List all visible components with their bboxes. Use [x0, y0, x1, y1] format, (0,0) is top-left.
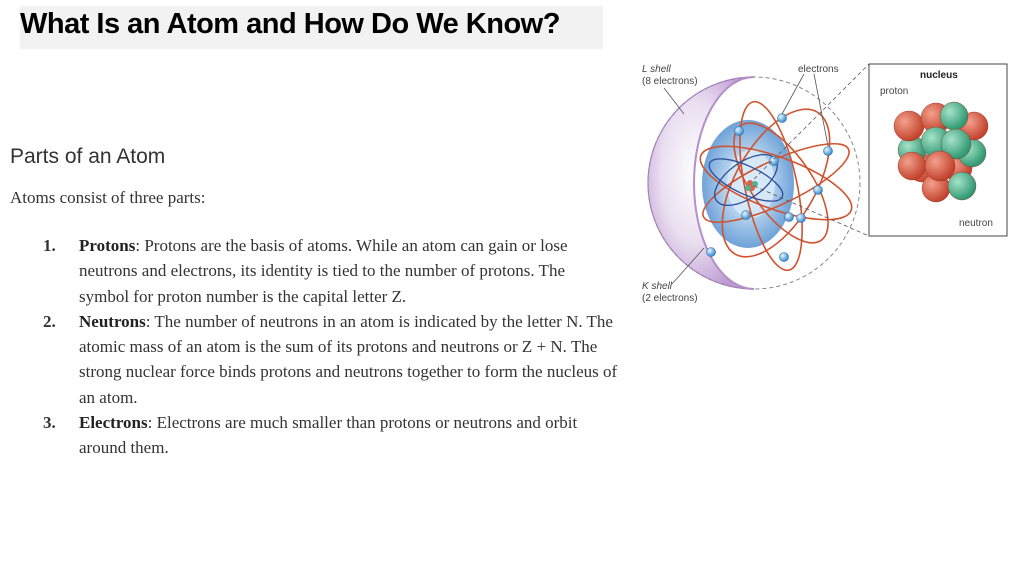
atom-diagram	[636, 58, 1016, 308]
term-protons: Protons	[79, 236, 136, 255]
list-number: 2.	[43, 311, 56, 331]
definition-neutrons: : The number of neutrons in an atom is indicated by the letter N. The atomic mass of an atom is the sum of its protons and neutrons or Z + N. The strong nuclear force binds protons and neutrons together to form the nucleus of an atom.	[79, 311, 618, 407]
definition-electrons: : Electrons are much smaller than protons or neutrons and orbit around them.	[79, 413, 578, 458]
nucleus-label: nucleus	[920, 70, 958, 81]
list-item-electrons	[43, 410, 619, 461]
term-electrons: Electrons	[79, 413, 148, 433]
intro-text: Atoms consist of three parts:	[10, 188, 206, 207]
k-shell-label: K shell (2 electrons)	[642, 281, 698, 304]
atom-diagram-graphic	[636, 58, 1016, 308]
section-heading: Parts of an Atom	[10, 145, 166, 168]
proton-label: proton	[880, 86, 909, 97]
list-item-neutrons	[43, 309, 619, 410]
definition-protons: : Protons are the basis of atoms. While an atom can gain or lose neutrons and electrons, its identity is tied to the number of protons. The symbol for proton number is the capital letter Z.	[79, 236, 568, 306]
page-title: What Is an Atom and How Do We Know?	[20, 8, 560, 40]
list-number: 3.	[43, 413, 56, 433]
term-neutrons: Neutrons	[79, 311, 146, 331]
l-shell-label: L shell (8 electrons)	[642, 64, 698, 87]
neutron-label: neutron	[959, 218, 993, 229]
list-number: 1.	[43, 236, 56, 255]
list-item-protons	[43, 233, 619, 309]
parts-list	[43, 233, 619, 461]
electrons-label: electrons	[798, 64, 839, 75]
